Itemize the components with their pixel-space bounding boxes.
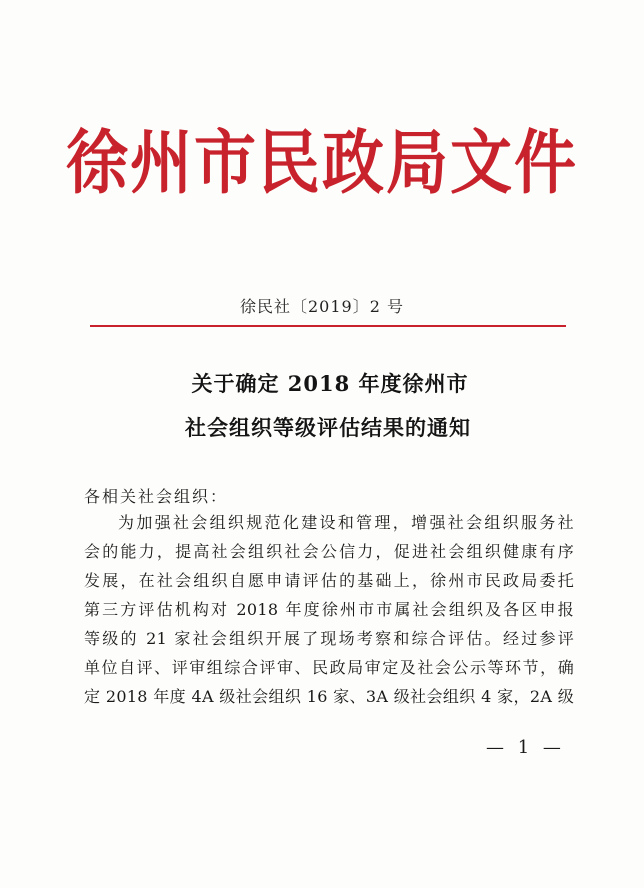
page-number: — 1 — [486, 737, 565, 758]
body-line: 定 2018 年度 4A 级社会组织 16 家、3A 级社会组织 4 家，2A 级 [84, 687, 574, 706]
document-header-title: 徐州市民政局文件 [65, 121, 578, 204]
subject-line-2: 社会组织等级评估结果的通知 [185, 415, 471, 440]
red-divider-line [90, 325, 566, 327]
salutation: 各相关社会组织： [84, 487, 229, 506]
body-line: 第三方评估机构对 2018 年度徐州市市属社会组织及各区申报 [84, 600, 574, 619]
body-line: 单位自评、评审组综合评审、民政局审定及社会公示等环节，确 [84, 658, 574, 677]
document-number: 徐民社〔2019〕2 号 [240, 297, 404, 316]
body-line: 等级的 21 家社会组织开展了现场考察和综合评估。经过参评 [84, 629, 574, 648]
body-paragraph [84, 512, 574, 715]
body-line: 会的能力，提高社会组织社会公信力，促进社会组织健康有序 [84, 542, 574, 561]
subject-line-1: 关于确定 2018 年度徐州市 [191, 371, 469, 396]
body-line: 发展，在社会组织自愿申请评估的基础上，徐州市民政局委托 [84, 571, 574, 590]
body-line: 为加强社会组织规范化建设和管理，增强社会组织服务社 [118, 513, 574, 532]
